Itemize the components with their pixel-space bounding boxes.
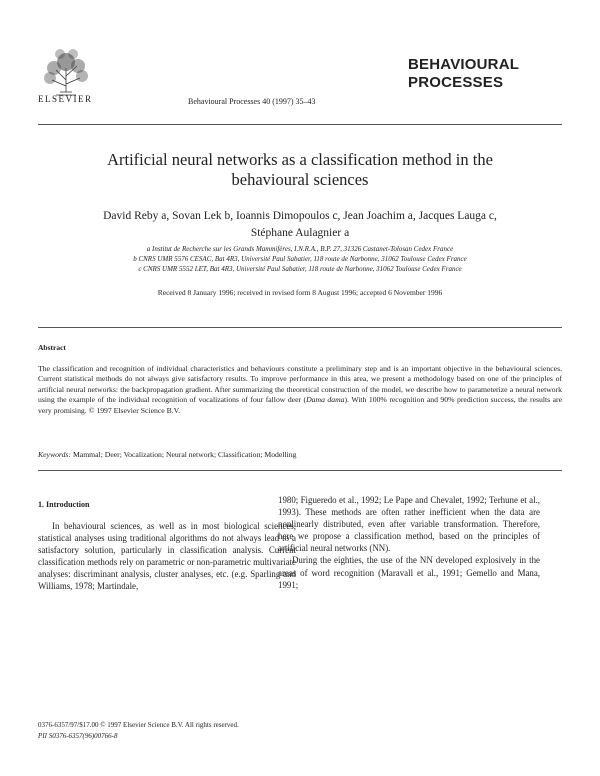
title-line-2: behavioural sciences (231, 170, 369, 189)
journal-name-line1: BEHAVIOURAL (408, 56, 520, 73)
journal-name-line2: PROCESSES (408, 74, 504, 91)
footer-pii: PII S0376-6357(96)00766-8 (38, 732, 118, 740)
right-column (278, 494, 540, 591)
abstract-heading: Abstract (38, 343, 66, 352)
abstract-part-a: The classification and recognition of individual characteristics and behaviours constitute a preliminary step and is an important objective in the behavioural sciences. Current statistical methods do not always give satisfactory results. To improve performance in this area, we present a methodology based on one of the principles of artificial neural networks: the backpropagation gradient. After summarizing the theoretical construction of the model, we describe how to parameterize a neural network using the example of the individual recognition of vocalizations of four fallow deer ( (38, 364, 562, 405)
journal-citation: Behavioural Processes 40 (1997) 35–43 (188, 97, 316, 106)
abstract-top-divider (38, 327, 562, 328)
affiliations (40, 244, 560, 274)
paper-title (40, 150, 560, 190)
affiliation-a: a Institut de Recherche sur les Grands Mammifères, I.N.R.A., B.P. 27, 31326 Castanet-Tolosan Cedex France (146, 245, 454, 253)
keywords (38, 450, 296, 459)
left-column (38, 520, 296, 593)
intro-paragraph-1-continued: 1980; Figueredo et al., 1992; Le Pape and Chevalet, 1992; Terhune et al., 1993). These methods are often rather inefficient when the data are nonlinearly distributed, even after variable transformation. Therefore, here we propose a classification method, based on the principles of artificial neural networks (NN). (278, 495, 540, 554)
title-line-1: Artificial neural networks as a classification method in the (107, 150, 493, 169)
publisher-name: ELSEVIER (38, 94, 93, 104)
abstract-species: Dama dama (306, 395, 345, 405)
intro-paragraph-1: In behavioural sciences, as well as in most biological sciences, statistical analyses using traditional algorithms do not always lead to a satisfactory solution, particularly in classification analysis. Current classification methods rely on parametric or non-parametric multivariate analyses: discriminant analysis, cluster analyses, etc. (e.g. Sparling and Williams, 1978; Martindale, (38, 521, 296, 592)
intro-paragraph-2: During the eighties, the use of the NN developed explosively in the areas of word recognition (Maravall et al., 1991; Gemello and Mana, 1991; (278, 555, 540, 590)
header-divider (38, 124, 562, 125)
received-dates: Received 8 January 1996; received in revised form 8 August 1996; accepted 6 November 1996 (157, 288, 443, 297)
footer (38, 720, 239, 742)
abstract-text (38, 364, 562, 416)
affiliation-c: c CNRS UMR 5552 LET, Bat 4R3, Université Paul Sabatier, 118 route de Narbonne, 31062 Toulouse Cedex France (138, 265, 462, 273)
affiliation-b: b CNRS UMR 5576 CESAC, Bat 4R3, Université Paul Sabatier, 118 route de Narbonne, 31062 Toulouse Cedex France (133, 255, 467, 263)
keywords-label: Keywords: (38, 450, 72, 459)
footer-copyright: 0376-6357/97/$17.00 © 1997 Elsevier Science B.V. All rights reserved. (38, 721, 239, 729)
abstract-part-b: ). With 100% recognition and 90% prediction success, the results are very promising. © 1997 Elsevier Science B.V. (38, 395, 562, 415)
authors-line-2: Stéphane Aulagnier a (250, 227, 350, 239)
authors-line-1: David Reby a, Sovan Lek b, Ioannis Dimopoulos c, Jean Joachim a, Jacques Lauga c, (103, 210, 497, 222)
abstract-bottom-divider (38, 470, 562, 471)
section-heading-introduction: 1. Introduction (38, 500, 90, 509)
keywords-list: Mammal; Deer; Vocalization; Neural network; Classification; Modelling (71, 450, 297, 459)
journal-logo-text (408, 56, 519, 92)
author-list (30, 208, 570, 242)
